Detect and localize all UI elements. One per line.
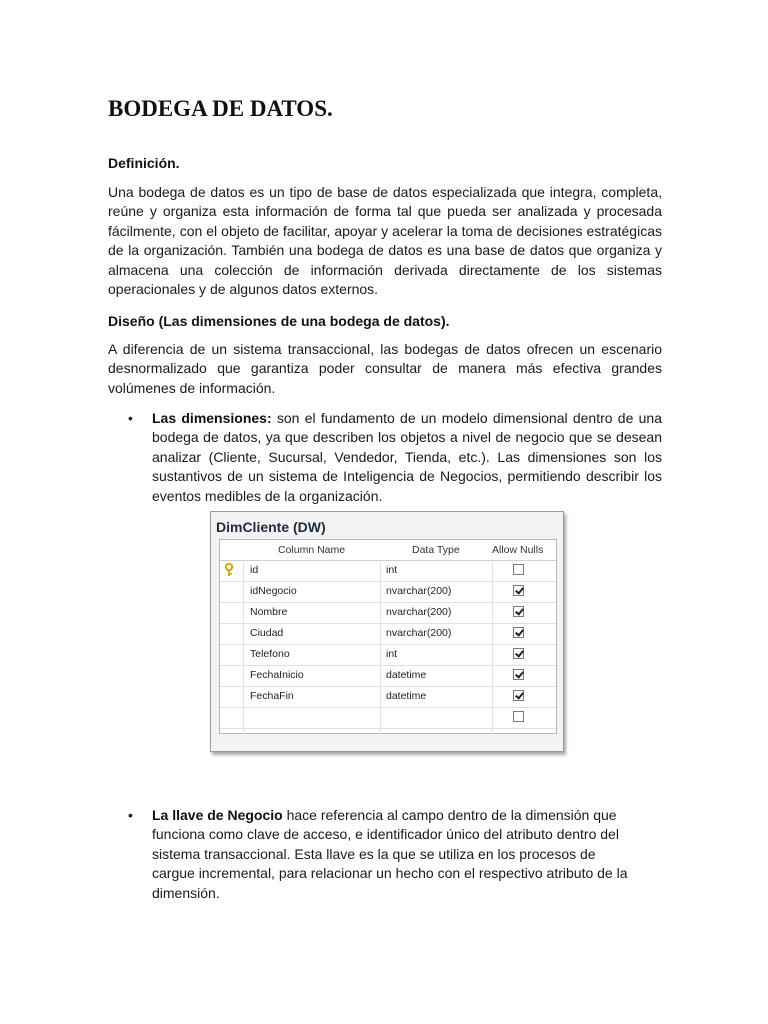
section-heading-diseno: Diseño (Las dimensiones de una bodega de datos). xyxy=(108,313,450,329)
bullet-text: son el fundamento de un modelo dimensional dentro de una bodega de datos, ya que describen los objetos a nivel de negocio que se desean analizar (Cliente, Sucursal, Vendedor, Tienda, etc.). Las dimensiones son los sustantivos de un sistema de Inteligencia de Negocios, permitiendo describir los eventos medibles de la organización. xyxy=(152,410,662,504)
table-row-empty[interactable] xyxy=(220,707,556,729)
allow-nulls-checkbox[interactable] xyxy=(513,606,524,617)
grid-header xyxy=(220,540,556,561)
data-type-cell[interactable]: datetime xyxy=(386,669,427,681)
table-designer-screenshot xyxy=(210,511,564,752)
table-row[interactable] xyxy=(220,644,556,666)
allow-nulls-checkbox[interactable] xyxy=(513,669,524,680)
paragraph-definicion: Una bodega de datos es un tipo de base de datos especializada que integra, completa, reúne y organiza esta información de forma tal que pueda ser analizada y procesada fácilmente, con el objeto de facilitar, apoyar y acelerar la toma de decisiones estratégicas de la organización. También una bodega de datos es una base de datos que organiza y almacena una colección de información derivada directamente de los sistemas operacionales y de algunos datos externos. xyxy=(108,184,662,298)
allow-nulls-checkbox[interactable] xyxy=(513,627,524,638)
primary-key-icon xyxy=(223,563,235,577)
header-data-type: Data Type xyxy=(412,544,460,556)
table-row[interactable] xyxy=(220,623,556,645)
table-row[interactable] xyxy=(220,665,556,687)
table-row[interactable] xyxy=(220,686,556,708)
bullet-text: hace referencia al campo dentro de la dimensión que funciona como clave de acceso, e identificador único del atributo dentro del sistema transaccional. Esta llave es la que se utiliza en los procesos de cargue incremental, para relacionar un hecho con el respectivo atributo de la dimensión. xyxy=(152,807,628,901)
column-name-cell[interactable]: id xyxy=(250,564,259,576)
section-heading-definicion: Definición. xyxy=(108,155,180,171)
table-designer-title: DimCliente (DW) xyxy=(216,519,326,535)
data-type-cell[interactable]: nvarchar(200) xyxy=(386,627,452,639)
column-name-cell[interactable]: Ciudad xyxy=(250,627,284,639)
paragraph-diseno: A diferencia de un sistema transaccional, las bodegas de datos ofrecen un escenario desnormalizado que garantiza poder consultar de manera más efectiva grandes volúmenes de información. xyxy=(108,341,662,396)
allow-nulls-checkbox[interactable] xyxy=(513,648,524,659)
bullet-icon: • xyxy=(128,410,133,426)
header-allow-nulls: Allow Nulls xyxy=(492,544,544,556)
table-row[interactable] xyxy=(220,581,556,603)
column-name-cell[interactable]: idNegocio xyxy=(250,585,297,597)
allow-nulls-checkbox[interactable] xyxy=(513,585,524,596)
data-type-cell[interactable]: int xyxy=(386,564,398,576)
data-type-cell[interactable]: datetime xyxy=(386,690,427,702)
data-type-cell[interactable]: nvarchar(200) xyxy=(386,585,452,597)
table-row[interactable] xyxy=(220,560,556,582)
column-name-cell[interactable]: Nombre xyxy=(250,606,288,618)
data-type-cell[interactable]: nvarchar(200) xyxy=(386,606,452,618)
allow-nulls-checkbox[interactable] xyxy=(513,564,524,575)
document-title: BODEGA DE DATOS. xyxy=(108,96,333,121)
header-column-name: Column Name xyxy=(278,544,346,556)
column-name-cell[interactable]: FechaInicio xyxy=(250,669,304,681)
bullet-term: Las dimensiones: xyxy=(152,410,272,426)
column-grid xyxy=(219,539,557,734)
table-row[interactable] xyxy=(220,602,556,624)
allow-nulls-checkbox[interactable] xyxy=(513,711,524,722)
column-name-cell[interactable]: FechaFin xyxy=(250,690,294,702)
data-type-cell[interactable]: int xyxy=(386,648,398,660)
column-name-cell[interactable]: Telefono xyxy=(250,648,290,660)
bullet-term: La llave de Negocio xyxy=(152,807,283,823)
bullet-icon: • xyxy=(128,807,133,823)
allow-nulls-checkbox[interactable] xyxy=(513,690,524,701)
